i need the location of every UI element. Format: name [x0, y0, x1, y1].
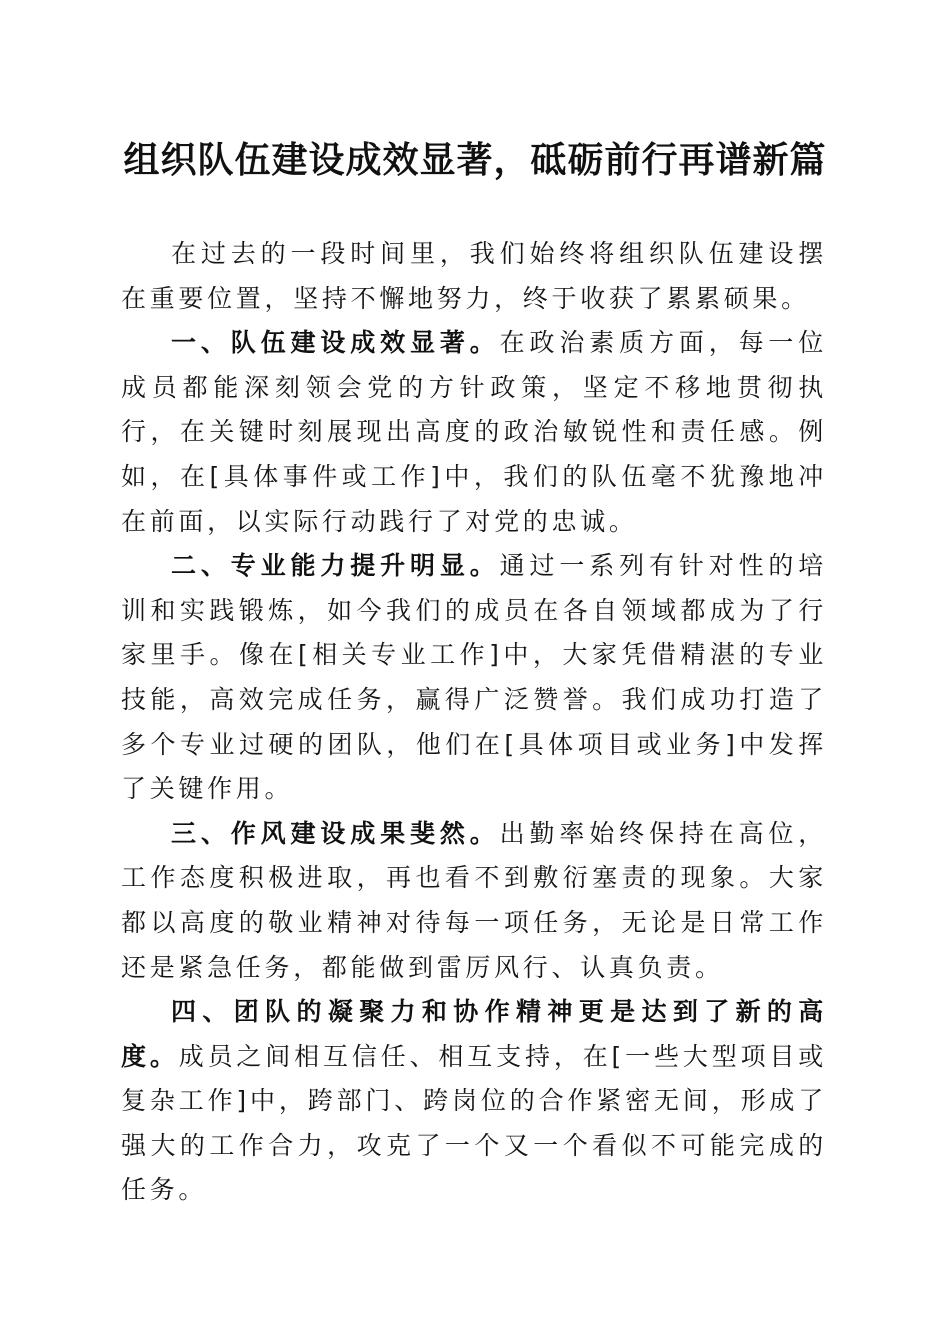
section-text-2: 通过一系列有针对性的培训和实践锻炼，如今我们的成员在各自领域都成为了行家里手。像在[相关专业工作]中，大家凭借精湛的专业技能，高效完成任务，赢得广泛赞誉。我们成功打造了多个专业过硬的团队，他们在[具体项目或业务]中发挥了关键作用。: [121, 551, 828, 804]
section-text-4: 成员之间相互信任、相互支持，在[一些大型项目或复杂工作]中，跨部门、跨岗位的合作紧密无间，形成了强大的工作合力，攻克了一个又一个看似不可能完成的任务。: [121, 1041, 827, 1205]
section-paragraph-2: [121, 544, 827, 812]
section-text-1: 在政治素质方面，每一位成员都能深刻领会党的方针政策，坚定不移地贯彻执行，在关键时刻展现出高度的政治敏锐性和责任感。例如，在[具体事件或工作]中，我们的队伍毫不犹豫地冲在前面，以实际行动践行了对党的忠诚。: [121, 328, 828, 536]
section-heading-1: 一、队伍建设成效显著。: [171, 328, 500, 358]
section-text-3: 出勤率始终保持在高位，工作态度积极进取，再也看不到敷衍塞责的现象。大家都以高度的敬业精神对待每一项任务，无论是日常工作还是紧急任务，都能做到雷厉风行、认真负责。: [121, 818, 828, 982]
document-body: [121, 232, 827, 1213]
intro-text: 在过去的一段时间里，我们始终将组织队伍建设摆在重要位置，坚持不懈地努力，终于收获了累累硕果。: [121, 239, 827, 313]
section-paragraph-1: [121, 321, 827, 544]
section-paragraph-3: [121, 812, 827, 990]
section-paragraph-4: [121, 990, 827, 1213]
section-heading-4: 四、团队的凝聚力和协作精神更是达到了新的高度。: [121, 997, 827, 1071]
section-heading-3: 三、作风建设成果斐然。: [171, 818, 500, 848]
section-heading-2: 二、专业能力提升明显。: [171, 551, 500, 581]
intro-paragraph: [121, 232, 827, 321]
document-title: 组织队伍建设成效显著，砥砺前行再谱新篇: [123, 139, 827, 181]
